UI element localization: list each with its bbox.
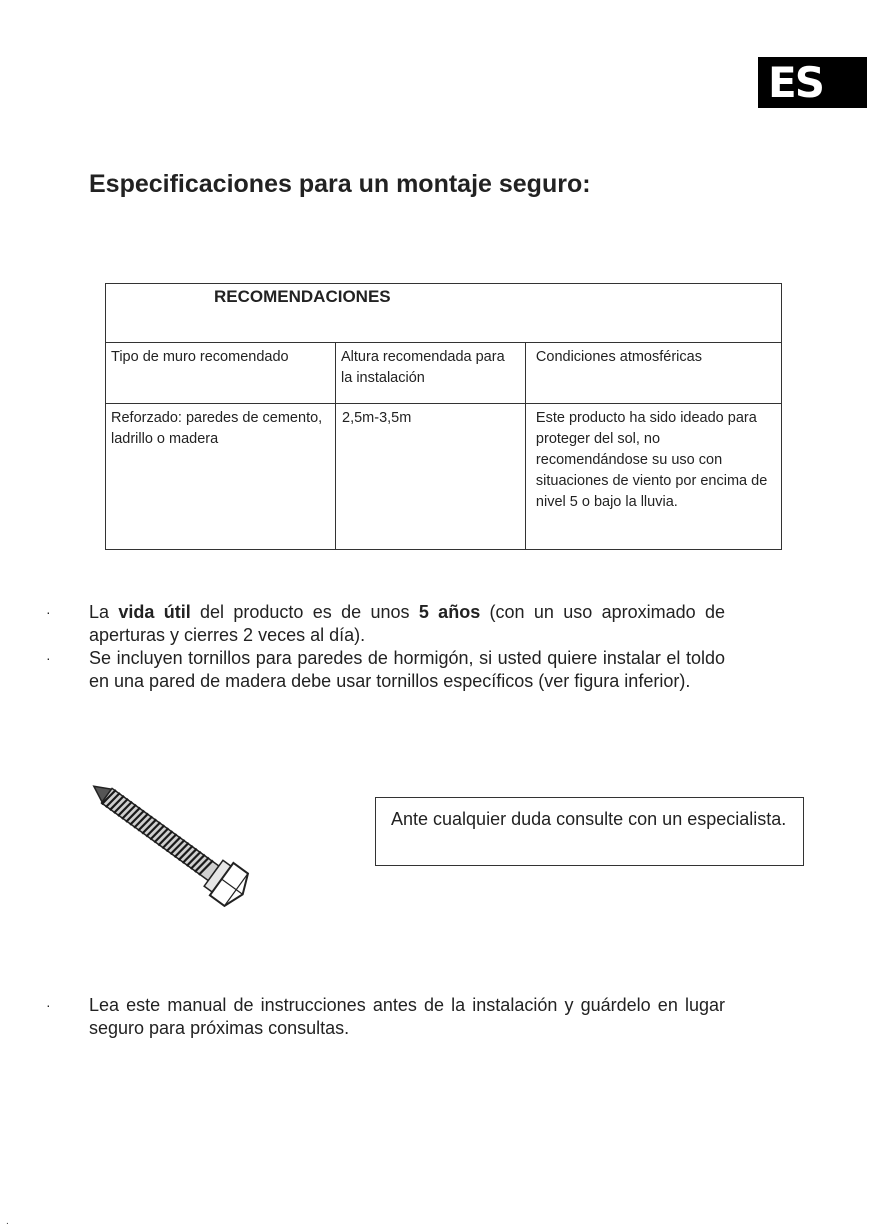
screws-text: Se incluyen tornillos para paredes de hormigón, si usted quiere instalar el toldo en una pared de madera debe usar tornillos específicos (ver figura inferior).	[89, 648, 725, 691]
table-row	[106, 404, 782, 550]
table-title: RECOMENDACIONES	[106, 284, 782, 343]
lifespan-text-3: (con un uso aproximado de aperturas y cierres 2 veces al día).	[89, 602, 725, 645]
lifespan-text-2: del producto es de unos	[190, 602, 419, 622]
lifespan-text-1: La	[89, 602, 119, 622]
bullet-list-bottom	[0, 994, 885, 1040]
cell-wall-type: Reforzado: paredes de cemento, ladrillo o madera	[106, 404, 336, 550]
page-title: Especificaciones para un montaje seguro:	[89, 170, 591, 198]
page-mark: .	[6, 1216, 9, 1227]
header-weather: Condiciones atmosféricas	[525, 343, 781, 404]
lifespan-bold-2: 5 años	[418, 602, 481, 622]
header-height: Altura recomendada para la instalación	[336, 343, 526, 404]
specialist-note: Ante cualquier duda consulte con un especialista.	[375, 797, 804, 866]
bullet-screws	[0, 647, 725, 693]
table-header-row	[106, 343, 782, 404]
bullet-marker: ·	[46, 650, 51, 666]
lifespan-bold-1: vida útil	[118, 602, 191, 622]
bullet-lifespan	[0, 601, 725, 647]
bullet-marker: ·	[46, 997, 51, 1013]
cell-height: 2,5m-3,5m	[336, 404, 526, 550]
bullet-manual	[0, 994, 725, 1040]
manual-text: Lea este manual de instrucciones antes de la instalación y guárdelo en lugar seguro para próximas consultas.	[89, 995, 725, 1038]
header-wall-type: Tipo de muro recomendado	[106, 343, 336, 404]
screw-illustration	[90, 778, 290, 928]
recommendations-table	[105, 283, 782, 550]
bullet-marker: ·	[46, 604, 51, 620]
cell-weather: Este producto ha sido ideado para proteger del sol, no recomendándose su uso con situaciones de viento por encima de nivel 5 o bajo la lluvia.	[525, 404, 781, 550]
language-badge: ES	[758, 57, 867, 108]
bullet-list	[0, 601, 885, 693]
